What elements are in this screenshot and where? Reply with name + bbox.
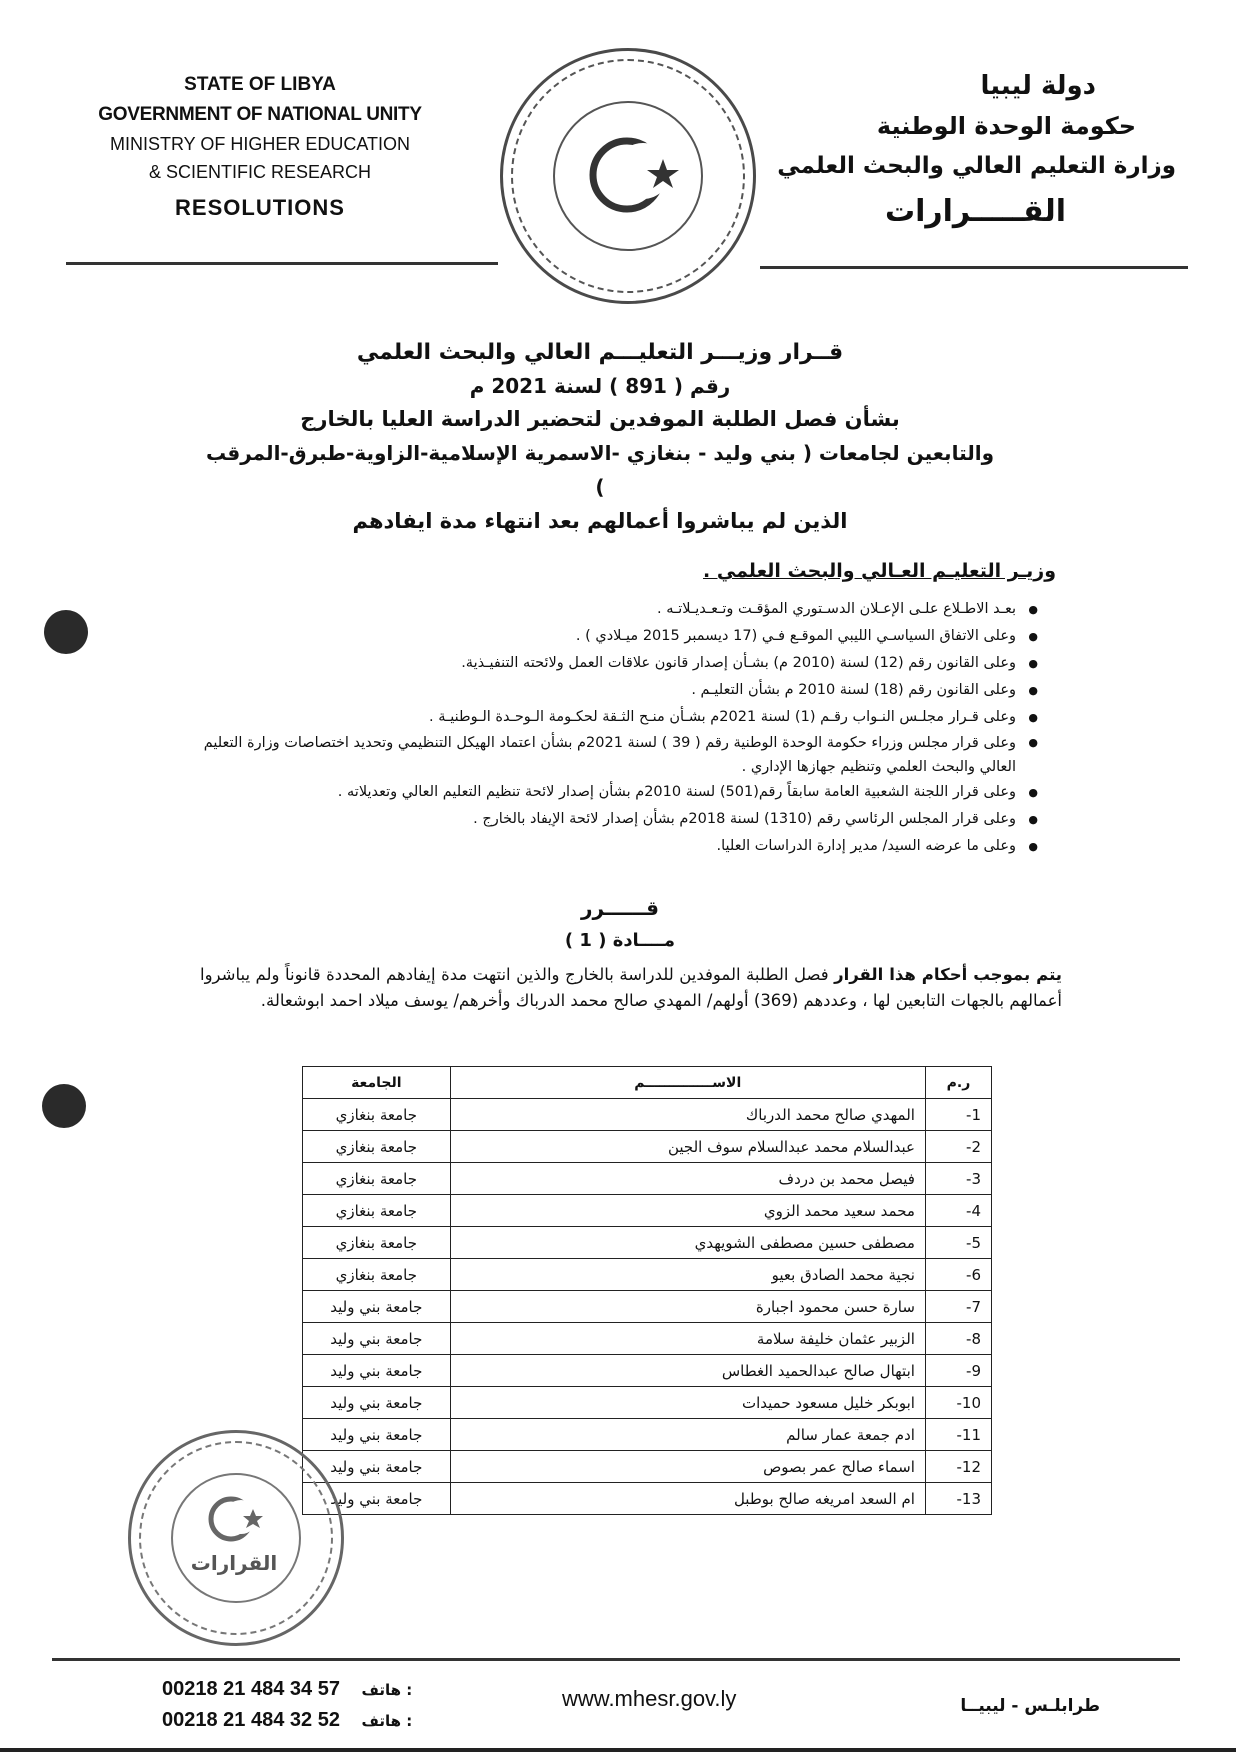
preamble-item: ● وعلى الاتفاق السياسـي الليبي الموقـع فـي (17 ديسمبر 2015 ميـلادي ) . bbox=[168, 623, 1038, 650]
university-name: جامعة بنغازي bbox=[303, 1227, 451, 1259]
student-name: الزبير عثمان خليفة سلامة bbox=[450, 1323, 925, 1355]
ar-government: حكومة الوحدة الوطنية bbox=[876, 112, 1136, 140]
table-row bbox=[303, 1227, 992, 1259]
stamp-crescent-icon bbox=[131, 1433, 341, 1643]
header-rule-left bbox=[66, 262, 498, 265]
university-name: جامعة بني وليد bbox=[303, 1451, 451, 1483]
student-name: عبدالسلام محمد عبدالسلام سوف الجين bbox=[450, 1131, 925, 1163]
preamble-item: ● وعلى قـرار مجلـس النـواب رقـم (1) لسنة 2021م بشـأن منـح الثـقة لحكـومة الـوحـدة الـوطنيـة . bbox=[168, 704, 1038, 731]
article-number: مــــادة ( 1 ) bbox=[564, 930, 676, 951]
col-header-name: الاســــــــــــــم bbox=[450, 1067, 925, 1099]
en-resolutions: RESOLUTIONS bbox=[175, 195, 345, 220]
bottom-edge bbox=[0, 1748, 1236, 1752]
table-row bbox=[303, 1419, 992, 1451]
col-header-university: الجامعة bbox=[303, 1067, 451, 1099]
student-name: ابوبكر خليل مسعود حميدات bbox=[450, 1387, 925, 1419]
student-name: نجية محمد الصادق بعيو bbox=[450, 1259, 925, 1291]
table-row bbox=[303, 1451, 992, 1483]
website-link[interactable]: www.mhesr.gov.ly bbox=[562, 1686, 737, 1711]
table-body bbox=[303, 1099, 992, 1515]
row-number: 6- bbox=[925, 1259, 991, 1291]
table-row bbox=[303, 1099, 992, 1131]
student-name: المهدي صالح محمد الدرباك bbox=[450, 1099, 925, 1131]
student-name: سارة حسن محمود اجبارة bbox=[450, 1291, 925, 1323]
preamble-item: ● بعـد الاطـلاع علـى الإعـلان الدسـتوري المؤقـت وتـعـديـلاتـه . bbox=[168, 596, 1038, 623]
table-row bbox=[303, 1355, 992, 1387]
table-row bbox=[303, 1131, 992, 1163]
crescent-star-icon bbox=[503, 51, 753, 301]
phone-1: 00218 21 484 34 57 هاتف : bbox=[162, 1678, 413, 1700]
student-name: محمد سعيد محمد الزوي bbox=[450, 1195, 925, 1227]
ar-resolutions: القـــــرارات bbox=[884, 194, 1066, 229]
row-number: 5- bbox=[925, 1227, 991, 1259]
row-number: 4- bbox=[925, 1195, 991, 1227]
university-name: جامعة بنغازي bbox=[303, 1163, 451, 1195]
article-text: فصل الطلبة الموفدين للدراسة بالخارج والذين انتهت مدة إيفادهم المحددة قانوناً ولم يباشروا أعمالهم بالجهات التابعين لها ، وعددهم (369) أولهم/ المهدي صالح محمد الدرباك وأخرهم/ يوسف ميلاد احمد ابوشعالة. bbox=[200, 965, 1062, 1010]
university-name: جامعة بنغازي bbox=[303, 1131, 451, 1163]
title-line-4: والتابعين لجامعات ( بني وليد - بنغازي -الاسمرية الإسلامية-الزاوية-طبرق-المرقب ) bbox=[205, 441, 995, 499]
footer-phones bbox=[162, 1674, 412, 1736]
student-name: اسماء صالح عمر بصوص bbox=[450, 1451, 925, 1483]
university-name: جامعة بني وليد bbox=[303, 1387, 451, 1419]
header-rule-right bbox=[760, 266, 1188, 269]
title-line-5: الذين لم يباشروا أعمالهم بعد انتهاء مدة ايفادهم bbox=[352, 509, 848, 533]
table-row bbox=[303, 1483, 992, 1515]
preamble-item: ● وعلى ما عرضه السيد/ مدير إدارة الدراسات العليا. bbox=[168, 833, 1038, 860]
ar-ministry: وزارة التعليم العالي والبحث العلمي bbox=[777, 153, 1176, 179]
university-name: جامعة بني وليد bbox=[303, 1419, 451, 1451]
student-name: مصطفى حسين مصطفى الشويهدي bbox=[450, 1227, 925, 1259]
university-name: جامعة بنغازي bbox=[303, 1099, 451, 1131]
ministry-seal bbox=[500, 48, 756, 304]
row-number: 13- bbox=[925, 1483, 991, 1515]
table-row bbox=[303, 1387, 992, 1419]
title-line-2: رقم ( 891 ) لسنة 2021 م bbox=[469, 374, 731, 398]
footer-rule bbox=[52, 1658, 1180, 1661]
row-number: 2- bbox=[925, 1131, 991, 1163]
arabic-letterhead bbox=[756, 66, 1176, 238]
punch-hole-top bbox=[44, 610, 88, 654]
en-government: GOVERNMENT OF NATIONAL UNITY bbox=[98, 104, 422, 125]
preamble-item: ● وعلى قرار اللجنة الشعبية العامة سابقاً رقم(501) لسنة 2010م بشأن إصدار لائحة تنظيم التعليم العالي وتعديلاته . bbox=[168, 779, 1038, 806]
university-name: جامعة بني وليد bbox=[303, 1291, 451, 1323]
table-header-row bbox=[303, 1067, 992, 1099]
university-name: جامعة بني وليد bbox=[303, 1323, 451, 1355]
minister-heading: وزيـر التعليـم العـالي والبحث العلمي . bbox=[703, 560, 1056, 582]
table-row bbox=[303, 1323, 992, 1355]
english-letterhead bbox=[70, 70, 450, 230]
table-row bbox=[303, 1195, 992, 1227]
en-ministry: MINISTRY OF HIGHER EDUCATION bbox=[109, 134, 411, 154]
row-number: 10- bbox=[925, 1387, 991, 1419]
title-line-1: قــرار وزيـــر التعليـــم العالي والبحث العلمي bbox=[356, 340, 844, 365]
student-name: ادم جمعة عمار سالم bbox=[450, 1419, 925, 1451]
table-row bbox=[303, 1291, 992, 1323]
row-number: 8- bbox=[925, 1323, 991, 1355]
university-name: جامعة بنغازي bbox=[303, 1195, 451, 1227]
stamp-text: القرارات bbox=[190, 1551, 278, 1575]
preamble-list bbox=[168, 596, 1038, 860]
row-number: 9- bbox=[925, 1355, 991, 1387]
punch-hole-bottom bbox=[42, 1084, 86, 1128]
article-body bbox=[200, 962, 1062, 1014]
student-name: ام السعد امريغه صالح بوطبل bbox=[450, 1483, 925, 1515]
row-number: 1- bbox=[925, 1099, 991, 1131]
preamble-item: ● وعلى القانون رقم (18) لسنة 2010 م بشأن التعليـم . bbox=[168, 677, 1038, 704]
preamble-item: ● وعلى قرار المجلس الرئاسي رقم (1310) لسنة 2018م بشأن إصدار لائحة الإيفاد بالخارج . bbox=[168, 806, 1038, 833]
city-label: طرابلـس - ليبيــا bbox=[960, 1696, 1100, 1716]
phone-2: 00218 21 484 32 52 هاتف : bbox=[162, 1709, 413, 1731]
decision-title bbox=[200, 336, 1000, 538]
row-number: 7- bbox=[925, 1291, 991, 1323]
article-lead: يتم بموجب أحكام هذا القرار bbox=[834, 965, 1062, 984]
table-row bbox=[303, 1259, 992, 1291]
decision-word: قــــــرر bbox=[580, 896, 660, 920]
university-name: جامعة بني وليد bbox=[303, 1483, 451, 1515]
row-number: 11- bbox=[925, 1419, 991, 1451]
col-header-number: ر.م bbox=[925, 1067, 991, 1099]
ar-state: دولة ليبيا bbox=[980, 71, 1096, 101]
students-table bbox=[302, 1066, 992, 1515]
preamble-item: ● وعلى قرار مجلس وزراء حكومة الوحدة الوطنية رقم ( 39 ) لسنة 2021م بشأن اعتماد الهيكل التنظيمي وتحديد اختصاصات وزارة التعليم العالي والبحث العلمي وتنظيم جهازها الإداري . bbox=[168, 731, 1038, 779]
title-line-3: بشأن فصل الطلبة الموفدين لتحضير الدراسة العليا بالخارج bbox=[300, 407, 900, 431]
university-name: جامعة بني وليد bbox=[303, 1355, 451, 1387]
university-name: جامعة بنغازي bbox=[303, 1259, 451, 1291]
preamble-item: ● وعلى القانون رقم (12) لسنة (2010 م) بشـأن إصدار قانون علاقات العمل ولائحته التنفيـذية. bbox=[168, 650, 1038, 677]
row-number: 3- bbox=[925, 1163, 991, 1195]
row-number: 12- bbox=[925, 1451, 991, 1483]
en-scientific: & SCIENTIFIC RESEARCH bbox=[148, 162, 372, 182]
resolutions-stamp bbox=[128, 1430, 344, 1646]
student-name: ابتهال صالح عبدالحميد الغطاس bbox=[450, 1355, 925, 1387]
table-row bbox=[303, 1163, 992, 1195]
student-name: فيصل محمد بن دردف bbox=[450, 1163, 925, 1195]
en-state: STATE OF LIBYA bbox=[184, 74, 336, 95]
